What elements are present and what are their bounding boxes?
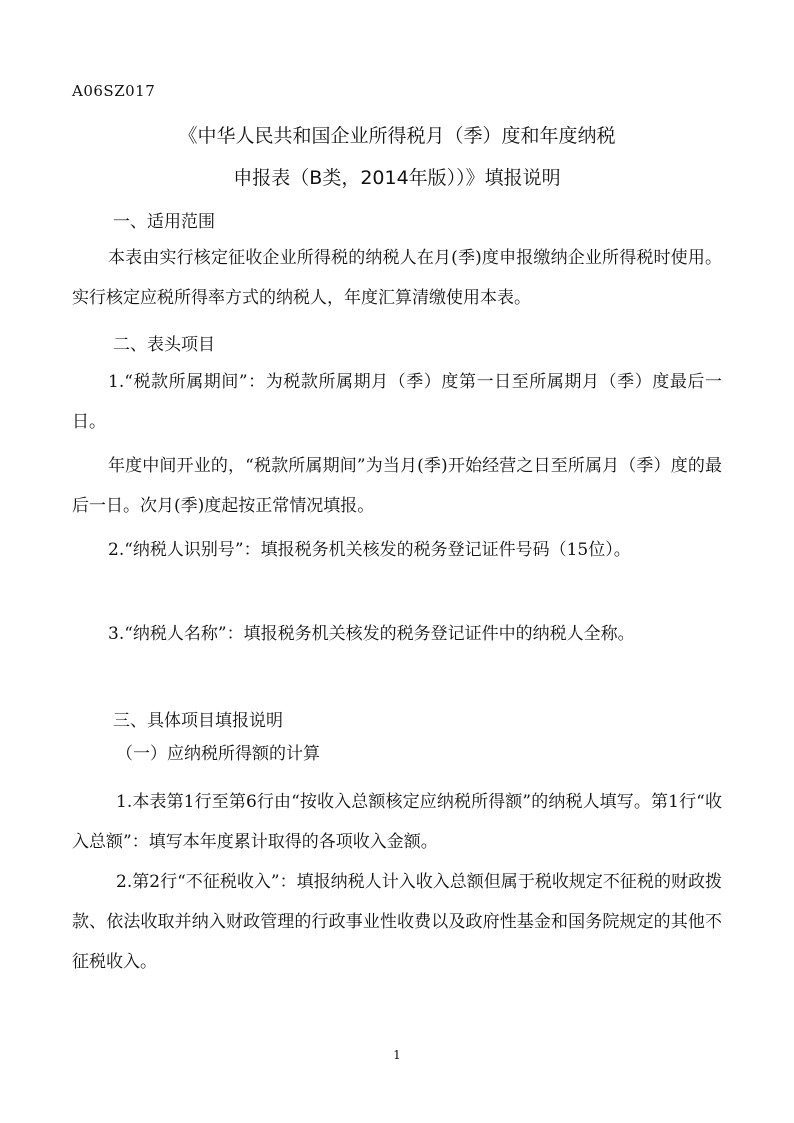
section3-heading: 三、具体项目填报说明 xyxy=(113,711,283,731)
section3-item1: 1.本表第1行至第6行由“按收入总额核定应纳税所得额”的纳税人填写。第1行“收入总额”：填写本年度累计取得的各项收入金额。 xyxy=(72,792,722,852)
section3-subheading: （一）应纳税所得额的计算 xyxy=(116,744,320,764)
section2-item1: 1.“税款所属期间”：为税款所属期月（季）度第一日至所属期月（季）度最后一日。 xyxy=(72,372,722,432)
document-title-line2: 申报表（B类，2014年版））》填报说明 xyxy=(233,167,561,189)
form-code: A06SZ017 xyxy=(72,82,156,100)
section2-item3: 3.“纳税人名称”：填报税务机关核发的税务登记证件中的纳税人全称。 xyxy=(108,624,635,644)
page-number: 1 xyxy=(393,1048,401,1062)
section3-item2: 2.第2行“不征税收入”：填报纳税人计入收入总额但属于税收规定不征税的财政拨款、依法收取并纳入财政管理的行政事业性收费以及政府性基金和国务院规定的其他不征税收入。 xyxy=(72,872,722,972)
section2-item2: 2.“纳税人识别号”：填报税务机关核发的税务登记证件号码（15位）。 xyxy=(108,540,631,560)
section2-item1-note: 年度中间开业的，“税款所属期间”为当月(季)开始经营之日至所属月（季）度的最后一日。次月(季)度起按正常情况填报。 xyxy=(72,456,722,516)
section1-heading: 一、适用范围 xyxy=(113,212,215,232)
section1-paragraph: 本表由实行核定征收企业所得税的纳税人在月(季)度申报缴纳企业所得税时使用。实行核定应税所得率方式的纳税人，年度汇算清缴使用本表。 xyxy=(72,248,722,308)
document-title-line1: 《中华人民共和国企业所得税月（季）度和年度纳税 xyxy=(178,125,616,147)
section2-heading: 二、表头项目 xyxy=(113,335,215,355)
